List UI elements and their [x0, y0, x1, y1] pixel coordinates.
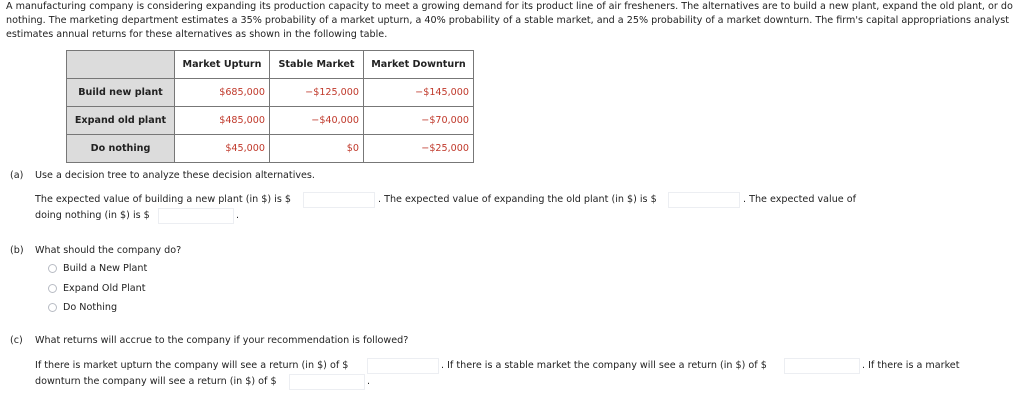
row-label-expand-old-plant: Expand old plant: [67, 107, 175, 135]
header-stable-market: Stable Market: [270, 51, 364, 79]
part-b-label: (b): [10, 245, 24, 256]
table-cell: $685,000: [175, 79, 270, 107]
table-cell: −$70,000: [364, 107, 474, 135]
option-do-nothing[interactable]: [48, 302, 117, 313]
part-c-question: What returns will accrue to the company if your recommendation is followed?: [35, 335, 409, 346]
part-c-stable-text: . If there is a stable market the company will see a return (in $) of $: [441, 360, 767, 371]
option-label: Build a New Plant: [63, 263, 148, 274]
problem-intro: A manufacturing company is considering expanding its production capacity to meet a growing demand for its product line of air fresheners. The alternatives are to build a new plant, expand the old plant, or do nothing. The marketing department estimates a 35% probability of a market upturn, a 40% probability of a stable market, and a 25% probability of a market downturn. The firm's capital appropriations analyst estimates annual returns for these alternatives as shown in the following table.: [6, 1, 1013, 40]
table-cell: $485,000: [175, 107, 270, 135]
radio-button[interactable]: [48, 264, 57, 273]
part-b-question: What should the company do?: [35, 245, 182, 256]
part-c-downturn-text: downturn the company will see a return (in $) of $: [35, 376, 277, 387]
ev-expand-old-plant-input[interactable]: [668, 192, 740, 208]
part-c-upturn-text: If there is market upturn the company will see a return (in $) of $: [35, 360, 349, 371]
part-a-old-plant-text: . The expected value of expanding the old plant (in $) is $: [378, 194, 657, 205]
option-expand-old-plant[interactable]: [48, 283, 145, 294]
part-a-question: Use a decision tree to analyze these decision alternatives.: [35, 170, 315, 181]
part-a-new-plant-text: The expected value of building a new plant (in $) is $: [35, 194, 291, 205]
table-header-row: [67, 51, 474, 79]
part-a-period: .: [236, 210, 240, 221]
table-cell: −$125,000: [270, 79, 364, 107]
table-cell: −$145,000: [364, 79, 474, 107]
table-row: [67, 135, 474, 163]
row-label-do-nothing: Do nothing: [67, 135, 175, 163]
table-corner-cell: [67, 51, 175, 79]
option-label: Do Nothing: [63, 302, 118, 313]
part-a-tail-text: . The expected value of: [743, 194, 856, 205]
header-market-upturn: Market Upturn: [175, 51, 270, 79]
header-market-downturn: Market Downturn: [364, 51, 474, 79]
option-label: Expand Old Plant: [63, 283, 146, 294]
table-cell: $45,000: [175, 135, 270, 163]
table-row: [67, 107, 474, 135]
table-cell: −$25,000: [364, 135, 474, 163]
return-downturn-input[interactable]: [289, 374, 365, 390]
table-cell: $0: [270, 135, 364, 163]
part-c-label: (c): [10, 335, 23, 346]
part-a-label: (a): [10, 170, 24, 181]
return-stable-input[interactable]: [784, 358, 860, 374]
return-upturn-input[interactable]: [367, 358, 439, 374]
ev-do-nothing-input[interactable]: [158, 208, 234, 224]
row-label-build-new-plant: Build new plant: [67, 79, 175, 107]
option-build-new-plant[interactable]: [48, 263, 147, 274]
table-row: [67, 79, 474, 107]
table-cell: −$40,000: [270, 107, 364, 135]
part-c-period: .: [367, 376, 371, 387]
ev-new-plant-input[interactable]: [303, 192, 375, 208]
part-a-do-nothing-text: doing nothing (in $) is $: [35, 210, 150, 221]
radio-button[interactable]: [48, 303, 57, 312]
part-c-tail-text: . If there is a market: [862, 360, 960, 371]
radio-button[interactable]: [48, 284, 57, 293]
returns-table: [66, 50, 474, 163]
